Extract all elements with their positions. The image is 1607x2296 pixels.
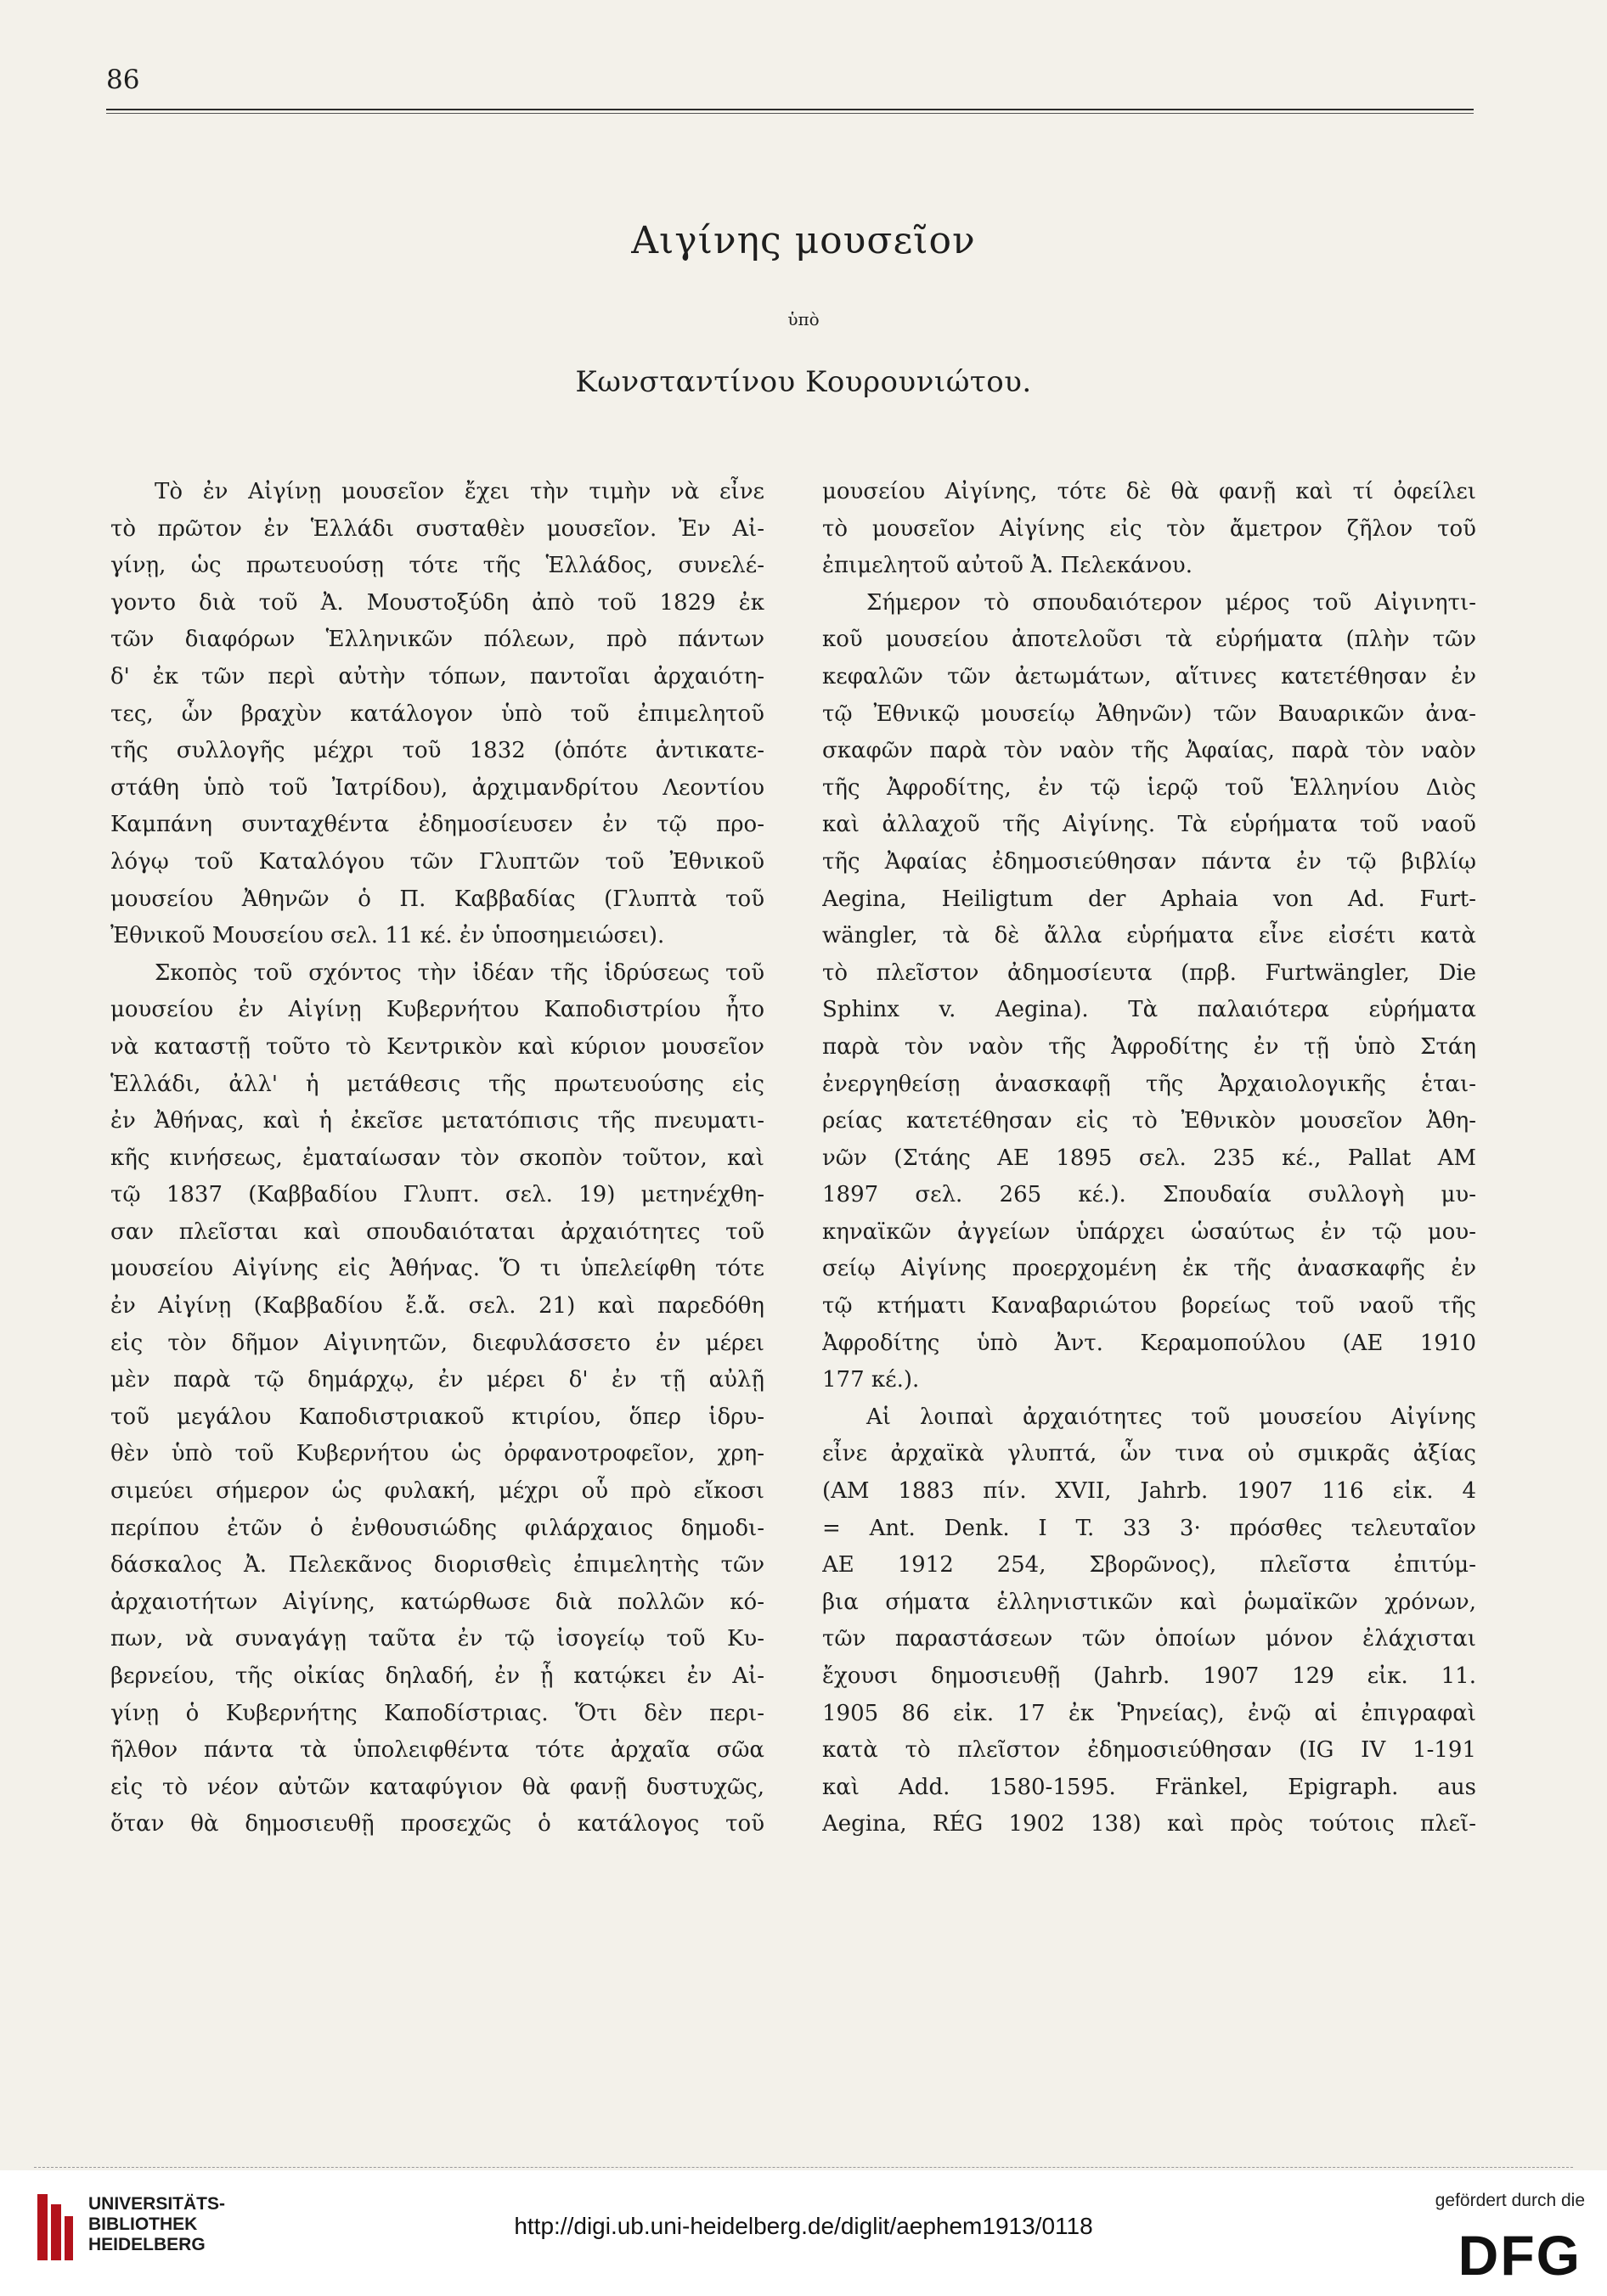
- text-line: εἰς τὸν δῆμον Αἰγινητῶν, διεφυλάσσετο ἐν μέρει: [110, 1330, 764, 1356]
- text-line: σκαφῶν παρὰ τὸν ναὸν τῆς Ἀφαίας, παρὰ τὸν ναὸν: [822, 738, 1476, 764]
- text-line: ἀρχαιοτήτων Αἰγίνης, κατώρθωσε διὰ πολλῶν κό-: [110, 1589, 764, 1615]
- text-line: Aegina, Heiligtum der Aphaia von Ad. Furt-: [822, 886, 1476, 912]
- article-title: Αιγίνης μουσεῖον: [631, 219, 976, 262]
- text-line: τῷ Ἐθνικῷ μουσείῳ Ἀθηνῶν) τῶν Βαυαρικῶν ἀνα-: [822, 701, 1476, 727]
- text-line: μουσείου ἐν Αἰγίνῃ Κυβερνήτου Καποδιστρίου ἦτο: [110, 997, 764, 1023]
- text-line: Σκοπὸς τοῦ σχόντος τὴν ἰδέαν τῆς ἱδρύσεως τοῦ: [155, 959, 764, 986]
- text-line: μουσείου Αἰγίνης, τότε δὲ θὰ φανῇ καὶ τί ὀφείλει: [822, 479, 1476, 504]
- text-line: σείῳ Αἰγίνης προερχομένη ἐκ τῆς ἀνασκαφῆς ἐν: [822, 1256, 1476, 1282]
- text-line: μουσείου Ἀθηνῶν ὁ Π. Καββαδίας (Γλυπτὰ τοῦ: [110, 886, 764, 912]
- text-line: πων, νὰ συναγάγῃ ταῦτα ἐν τῷ ἰσογείῳ τοῦ Κυ-: [110, 1626, 764, 1652]
- text-line: εἰς τὸ νέον αὐτῶν καταφύγιον θὰ φανῇ δυστυχῶς,: [110, 1774, 764, 1800]
- text-line: βια σήματα ἑλληνιστικῶν καὶ ῥωμαϊκῶν χρόνων,: [822, 1589, 1476, 1615]
- text-line: τὸ πλεῖστον ἀδημοσίευτα (πρβ. Furtwängler, Die: [822, 959, 1476, 986]
- text-line: ἐνεργηθείσῃ ἀνασκαφῇ τῆς Ἀρχαιολογικῆς ἑται-: [822, 1071, 1476, 1097]
- text-line: ρείας κατετέθησαν εἰς τὸ Ἐθνικὸν μουσεῖον Ἀθη-: [822, 1108, 1476, 1134]
- header-rule: [106, 109, 1474, 110]
- text-line: κεφαλῶν τῶν ἀετωμάτων, αἵτινες κατετέθησαν ἐν: [822, 663, 1476, 689]
- text-line: μὲν παρὰ τῷ δημάρχῳ, ἐν μέρει δ' ἐν τῇ αὐλῇ: [110, 1367, 764, 1393]
- footer-divider: [34, 2167, 1573, 2168]
- text-line: θὲν ὑπὸ τοῦ Κυβερνήτου ὡς ὀρφανοτροφεῖον, χρη-: [110, 1441, 764, 1467]
- text-line: ὅταν θὰ δημοσιευθῇ προσεχῶς ὁ κατάλογος τοῦ: [110, 1811, 764, 1837]
- text-line: κατὰ τὸ πλεῖστον ἐδημοσιεύθησαν (IG IV 1-191: [822, 1737, 1476, 1764]
- text-line: Ἀφροδίτης ὑπὸ Ἀντ. Κεραμοπούλου (ΑΕ 1910: [822, 1330, 1476, 1356]
- text-line: μουσείου Αἰγίνης εἰς Ἀθήνας. Ὅ τι ὑπελείφθη τότε: [110, 1256, 764, 1282]
- text-line: γοντο διὰ τοῦ Ἀ. Μουστοξύδη ἀπὸ τοῦ 1829 ἐκ: [110, 589, 764, 616]
- text-line: δ' ἐκ τῶν περὶ αὐτὴν τόπων, παντοῖαι ἀρχαιότη-: [110, 663, 764, 689]
- text-line: τοῦ μεγάλου Καποδιστριακοῦ κτιρίου, ὅπερ ἱδρυ-: [110, 1404, 764, 1430]
- page-number: 86: [106, 65, 140, 95]
- text-line: λόγῳ τοῦ Καταλόγου τῶν Γλυπτῶν τοῦ Ἐθνικοῦ: [110, 848, 764, 875]
- text-line: wängler, τὰ δὲ ἄλλα εὑρήματα εἶνε εἰσέτι κατὰ: [822, 923, 1476, 949]
- text-line: ἔχουσι δημοσιευθῇ (Jahrb. 1907 129 εἰκ. 11.: [822, 1663, 1476, 1689]
- byline-preposition: ὑπὸ: [787, 309, 820, 329]
- text-line: τῷ κτήματι Καναβαριώτου βορείως τοῦ ναοῦ τῆς: [822, 1293, 1476, 1320]
- text-line: κηναϊκῶν ἀγγείων ὑπάρχει ὡσαύτως ἐν τῷ μου-: [822, 1218, 1476, 1245]
- text-line: Aegina, RÉG 1902 138) καὶ πρὸς τούτοις πλεῖ-: [822, 1811, 1476, 1837]
- library-name-line3: HEIDELBERG: [88, 2235, 206, 2254]
- text-line: καὶ Add. 1580-1595. Fränkel, Epigraph. aus: [822, 1774, 1476, 1800]
- permalink-url[interactable]: http://digi.ub.uni-heidelberg.de/diglit/aephem1913/0118: [514, 2213, 1093, 2239]
- library-name-line2: BIBLIOTHEK: [88, 2214, 198, 2234]
- funding-caption: gefördert durch die: [1435, 2191, 1585, 2210]
- text-line: τῆς συλλογῆς μέχρι τοῦ 1832 (ὁπότε ἀντικατε-: [110, 738, 764, 764]
- text-line: τῆς Ἀφροδίτης, ἐν τῷ ἱερῷ τοῦ Ἑλληνίου Διὸς: [822, 774, 1476, 801]
- text-line: εἶνε ἀρχαϊκὰ γλυπτά, ὧν τινα οὐ σμικρᾶς ἀξίας: [822, 1441, 1476, 1467]
- text-line: Σήμερον τὸ σπουδαιότερον μέρος τοῦ Αἰγινητι-: [866, 589, 1476, 616]
- text-line: Τὸ ἐν Αἰγίνῃ μουσεῖον ἔχει τὴν τιμὴν νὰ εἶνε: [155, 479, 764, 504]
- text-line: ΑΕ 1912 254, Σβορῶνος), πλεῖστα ἐπιτύμ-: [822, 1552, 1476, 1578]
- text-line: τὸ πρῶτον ἐν Ἑλλάδι συσταθὲν μουσεῖον. Ἐν Αἰ-: [110, 515, 764, 542]
- text-line: παρὰ τὸν ναὸν τῆς Ἀφροδίτης ἐν τῇ ὑπὸ Στάη: [822, 1033, 1476, 1060]
- header-rule-thin: [106, 113, 1474, 114]
- text-line: νῶν (Στάης ΑΕ 1895 σελ. 235 κέ., Pallat AM: [822, 1145, 1476, 1171]
- text-line: γίνῃ ὁ Κυβερνήτης Καποδίστριας. Ὅτι δὲν περι-: [110, 1700, 764, 1726]
- text-line: κῆς κινήσεως, ἐματαίωσαν τὸν σκοπὸν τοῦτον, καὶ: [110, 1145, 764, 1171]
- right-column: [822, 474, 1476, 1843]
- author-name: Κωνσταντίνου Κουρουνιώτου.: [575, 365, 1032, 399]
- text-line: ἐπιμελητοῦ αὐτοῦ Ἀ. Πελεκάνου.: [822, 553, 1193, 579]
- text-line: Sphinx v. Aegina). Τὰ παλαιότερα εὑρήματα: [822, 997, 1476, 1023]
- text-line: ἐν Ἀθήνας, καὶ ἡ ἐκεῖσε μετατόπισις τῆς πνευματι-: [110, 1108, 764, 1134]
- text-line: δάσκαλος Ἀ. Πελεκᾶνος διορισθεὶς ἐπιμελητὴς τῶν: [110, 1552, 764, 1578]
- text-line: 1897 σελ. 265 κέ.). Σπουδαία συλλογὴ μυ-: [822, 1182, 1476, 1208]
- text-line: = Ant. Denk. I T. 33 3· πρόσθες τελευταῖον: [822, 1515, 1476, 1541]
- text-line: τῶν διαφόρων Ἑλληνικῶν πόλεων, πρὸ πάντων: [110, 627, 764, 653]
- text-line: στάθη ὑπὸ τοῦ Ἰατρίδου), ἀρχιμανδρίτου Λεοντίου: [110, 774, 764, 801]
- text-line: τῷ 1837 (Καββαδίου Γλυπτ. σελ. 19) μετηνέχθη-: [110, 1182, 764, 1208]
- text-line: Αἱ λοιπαὶ ἀρχαιότητες τοῦ μουσείου Αἰγίνης: [866, 1404, 1476, 1430]
- text-line: γίνῃ, ὡς πρωτευούσῃ τότε τῆς Ἑλλάδος, συνελέ-: [110, 553, 764, 579]
- text-line: σαν πλεῖσται καὶ σπουδαιόταται ἀρχαιότητες τοῦ: [110, 1218, 764, 1245]
- text-line: βερνείου, τῆς οἰκίας δηλαδή, ἐν ᾗ κατῴκει ἐν Αἰ-: [110, 1663, 764, 1689]
- text-line: Ἑλλάδι, ἀλλ' ἡ μετάθεσις τῆς πρωτευούσης εἰς: [110, 1071, 764, 1097]
- text-line: Καμπάνη συνταχθέντα ἐδημοσίευσεν ἐν τῷ προ-: [110, 812, 764, 838]
- library-name-line1: UNIVERSITÄTS-: [88, 2194, 226, 2214]
- text-line: σιμεύει σήμερον ὡς φυλακή, μέχρι οὗ πρὸ εἴκοσι: [110, 1478, 764, 1505]
- text-line: 177 κέ.).: [822, 1367, 920, 1393]
- text-line: τες, ὧν βραχὺν κατάλογον ὑπὸ τοῦ ἐπιμελητοῦ: [110, 701, 764, 727]
- text-line: Ἐθνικοῦ Μουσείου σελ. 11 κέ. ἐν ὑποσημειώσει).: [110, 923, 665, 949]
- left-column: [110, 474, 764, 1843]
- text-line: κοῦ μουσείου ἀποτελοῦσι τὰ εὑρήματα (πλὴν τῶν: [822, 627, 1476, 653]
- text-line: τῆς Ἀφαίας ἐδημοσιεύθησαν πάντα ἐν τῷ βιβλίῳ: [822, 848, 1476, 875]
- text-line: (AM 1883 πίν. XVII, Jahrb. 1907 116 εἰκ. 4: [822, 1478, 1476, 1505]
- text-line: ἐν Αἰγίνῃ (Καββαδίου ἔ.ἄ. σελ. 21) καὶ παρεδόθη: [110, 1293, 764, 1320]
- text-line: 1905 86 εἰκ. 17 ἐκ Ῥηνείας), ἐνῷ αἱ ἐπιγραφαὶ: [822, 1700, 1476, 1726]
- text-line: καὶ ἀλλαχοῦ τῆς Αἰγίνης. Τὰ εὑρήματα τοῦ ναοῦ: [822, 812, 1476, 838]
- text-line: τῶν παραστάσεων τῶν ὁποίων μόνον ἐλάχισται: [822, 1626, 1476, 1652]
- text-line: ῆλθον πάντα τὰ ὑπολειφθέντα τότε ἀρχαῖα σῶα: [110, 1737, 764, 1764]
- text-line: τὸ μουσεῖον Αἰγίνης εἰς τὸν ἄμετρον ζῆλον τοῦ: [822, 515, 1476, 542]
- dfg-logo[interactable]: DFG: [1458, 2224, 1582, 2287]
- text-line: νὰ καταστῇ τοῦτο τὸ Κεντρικὸν καὶ κύριον μουσεῖον: [110, 1033, 764, 1060]
- text-line: περίπου ἐτῶν ὁ ἐνθουσιώδης φιλάρχαιος δημοδι-: [110, 1515, 764, 1541]
